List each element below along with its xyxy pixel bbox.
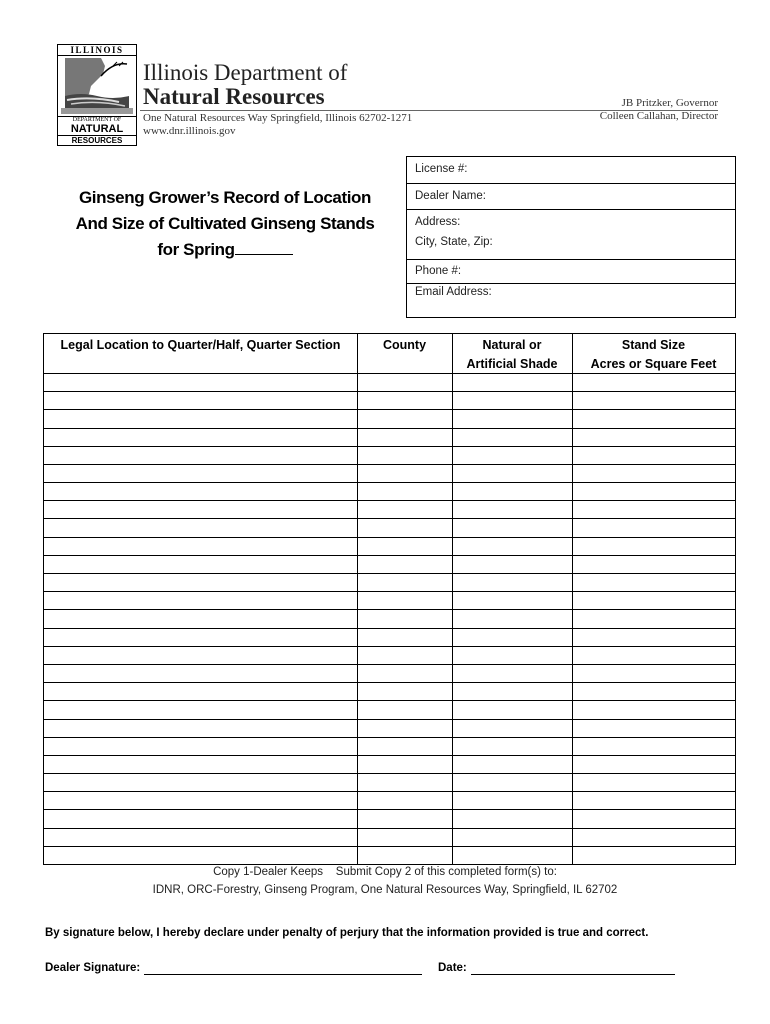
table-row[interactable]	[44, 591, 735, 592]
title-line1: Ginseng Grower’s Record of Location	[78, 188, 372, 207]
idnr-logo	[57, 44, 137, 146]
dealer-info-box	[406, 156, 736, 318]
license-label: License #:	[415, 163, 468, 175]
address-label: Address:	[415, 216, 461, 228]
table-row[interactable]	[44, 446, 735, 447]
title-line2: And Size of Cultivated Ginseng Stands	[75, 214, 375, 233]
table-row[interactable]	[44, 409, 735, 410]
table-row[interactable]	[44, 664, 735, 665]
email-label: Email Address:	[415, 286, 492, 298]
perjury-declaration: By signature below, I hereby declare under penalty of perjury that the information provided is true and correct.	[45, 927, 649, 939]
table-row[interactable]	[44, 518, 735, 519]
table-row[interactable]	[44, 809, 735, 810]
table-row[interactable]	[44, 628, 735, 629]
governor-name: JB Pritzker, Governor	[621, 97, 718, 109]
org-name-line1: Illinois Department of	[143, 60, 348, 85]
dealer-name-label: Dealer Name:	[415, 190, 486, 202]
table-row[interactable]	[44, 791, 735, 792]
title-line3: for Spring	[157, 240, 235, 259]
table-row[interactable]	[44, 755, 735, 756]
table-row[interactable]	[44, 464, 735, 465]
copy-instructions: Copy 1-Dealer Keeps Submit Copy 2 of this completed form(s) to:	[213, 866, 557, 878]
phone-label: Phone #:	[415, 265, 462, 277]
header-legal-location	[44, 334, 357, 355]
header-legal-location-text: Legal Location to Quarter/Half, Quarter Section	[60, 338, 341, 352]
org-website: www.dnr.illinois.gov	[143, 125, 236, 137]
table-row[interactable]	[44, 555, 735, 556]
table-row[interactable]	[44, 428, 735, 429]
date-label: Date:	[438, 962, 467, 974]
table-row[interactable]	[44, 609, 735, 610]
table-row[interactable]	[44, 773, 735, 774]
phone-row[interactable]	[407, 260, 735, 284]
dealer-signature-label: Dealer Signature:	[45, 962, 141, 974]
logo-department-text: DEPARTMENT OF	[58, 116, 136, 124]
email-row[interactable]	[407, 284, 735, 317]
table-row[interactable]	[44, 846, 735, 847]
table-row[interactable]	[44, 828, 735, 829]
date-field[interactable]	[471, 974, 675, 975]
license-row[interactable]	[407, 157, 735, 184]
col-divider-1	[357, 334, 358, 864]
table-row[interactable]	[44, 482, 735, 483]
table-row[interactable]	[44, 646, 735, 647]
col-divider-2	[452, 334, 453, 864]
director-name: Colleen Callahan, Director	[599, 110, 718, 122]
table-row[interactable]	[44, 373, 735, 374]
header-stand-size-line2: Acres or Square Feet	[590, 357, 717, 371]
header-county	[357, 334, 452, 355]
table-row[interactable]	[44, 737, 735, 738]
header-shade-line2: Artificial Shade	[466, 357, 558, 371]
dealer-name-row[interactable]	[407, 184, 735, 210]
table-row[interactable]	[44, 700, 735, 701]
stand-record-table	[43, 333, 736, 865]
header-stand-size-line1: Stand Size	[621, 338, 686, 352]
city-state-zip-label: City, State, Zip:	[415, 236, 493, 248]
header-shade	[452, 334, 572, 374]
col-divider-3	[572, 334, 573, 864]
dealer-signature-field[interactable]	[144, 974, 422, 975]
table-row[interactable]	[44, 682, 735, 683]
table-row[interactable]	[44, 573, 735, 574]
illinois-landscape-icon	[61, 56, 133, 114]
logo-natural-text: NATURAL	[70, 123, 124, 135]
header-county-text: County	[382, 338, 427, 352]
org-name-line2: Natural Resources	[143, 84, 325, 109]
org-address: One Natural Resources Way Springfield, Illinois 62702-1271	[143, 112, 413, 124]
logo-resources-text: RESOURCES	[58, 135, 136, 145]
logo-illinois-text: ILLINOIS	[58, 45, 136, 56]
title-line3-wrap	[55, 237, 395, 263]
table-row[interactable]	[44, 537, 735, 538]
address-row[interactable]	[407, 210, 735, 260]
table-row[interactable]	[44, 500, 735, 501]
submit-address: IDNR, ORC-Forestry, Ginseng Program, One Natural Resources Way, Springfield, IL 62702	[152, 884, 618, 896]
spring-year-field[interactable]	[235, 240, 293, 255]
form-title	[55, 185, 395, 263]
table-row[interactable]	[44, 391, 735, 392]
header-stand-size	[572, 334, 735, 374]
header-shade-line1: Natural or	[482, 338, 542, 352]
table-row[interactable]	[44, 719, 735, 720]
